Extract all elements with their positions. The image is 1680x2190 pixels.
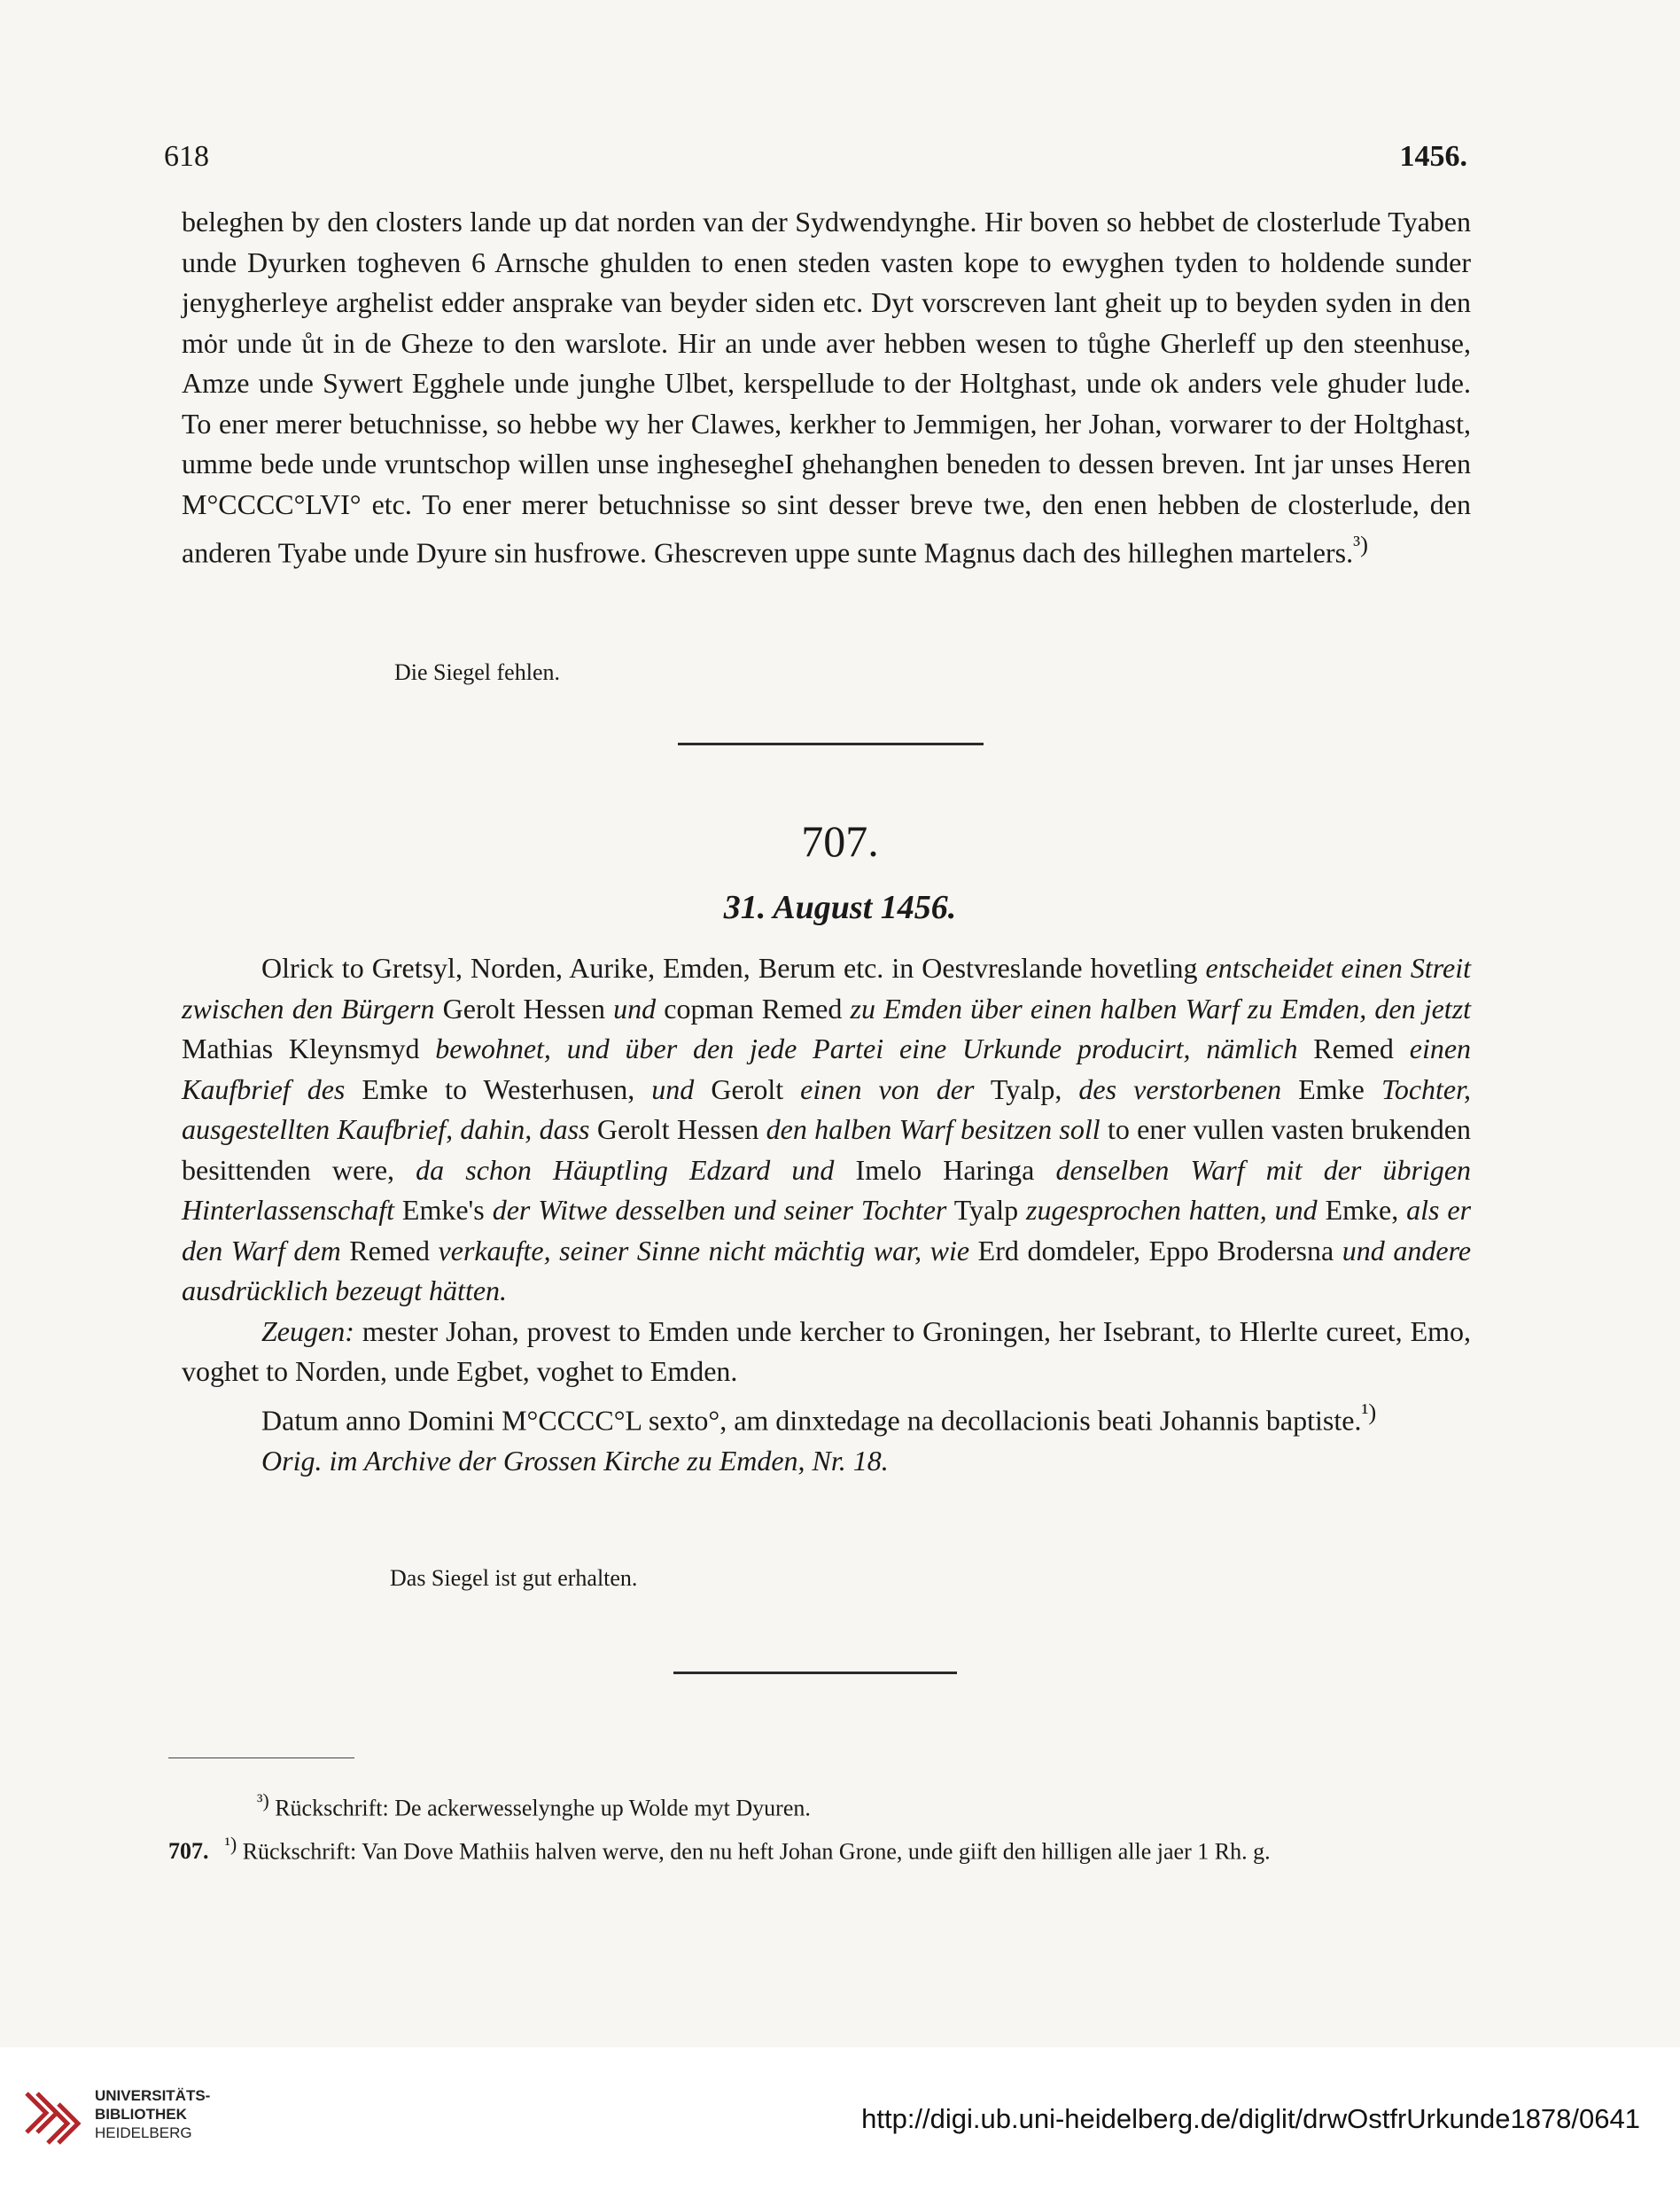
regest-segment: copman Remed [656,992,851,1025]
university-library-logo-icon [19,2085,82,2155]
regest-segment: bewohnet, und über den jede Partei eine Urkunde producirt, nämlich [435,1033,1298,1064]
regest-segment: Emke, [1317,1194,1407,1226]
origin-paragraph: Orig. im Archive der Grossen Kirche zu Emden, Nr. 18. [261,1444,889,1477]
regest-segment: den halben Warf besitzen soll [766,1113,1101,1145]
regest-segment: Emke [1281,1072,1381,1105]
seal-note-previous: Die Siegel fehlen. [394,659,560,685]
regest-segment: verkaufte, seiner Sinne nicht mächtig war, wie [438,1234,970,1266]
regest-segment: Gerolt [694,1072,801,1105]
document-number: 707. [801,816,879,866]
regest-segment: und andere ausdrücklich bezeugt hätten. [182,1234,1472,1306]
running-year: 1456. [1399,140,1467,173]
regest-segment: einen Kaufbrief des [182,1033,1472,1105]
footnote-707-1: 707. $^{^1)}$ Rückschrift: Van Dove Mathiis halven werve, den nu heft Johan Grone, unde giift den hilligen alle jaer 1 Rh. g. [168,1833,1271,1865]
regest-segment: entscheidet einen Streit zwischen den Bürgern [182,952,1472,1025]
previous-document-paragraph: beleghen by den closters lande up dat norden van der Sydwendynghe. Hir boven so hebbet de closterlude Tyaben unde Dyurken togheven 6 Arnsche ghulden to enen steden vasten kope to ewyghen tyden to holdende sunder jenygherleye arghelist edder ansprake van beyder siden etc. Dyt vorscreven lant gheit up to beyden syden in den mȯr unde ůt in de Gheze to den warslote. Hir an unde aver hebben wesen to tůghe Gherleff up den steenhuse, Amze unde Sywert Egghele unde junghe Ulbet, kerspellude to der Holtghast, unde ok anders vele ghuder lude. To ener merer betuchnisse, so hebbe wy her Clawes, kerkher to Jemmigen, her Johan, vorwarer to der Holtghast, umme bede unde vruntschop willen unse inghesegheI ghehanghen beneden to dessen breven. Int jar unses Heren M°CCCC°LVI° etc. To ener merer betuchnisse so sint desser breve twe, den enen hebben de closterlude, den anderen Tyabe unde Dyure sin husfrowe. Ghescreven uppe sunte Magnus dach des hilleghen martelers.$^{^3)}$ [182,206,1471,569]
regest-segment: Olrick to Gretsyl, Norden, Aurike, Emden, Berum etc. in Oestvreslande hovetling [261,952,1206,984]
regest-segment: Remed [340,1234,439,1266]
regest-segment: Tyalp [946,1194,1027,1226]
footnote-mark: ³) [1353,531,1368,557]
regest-segment: als er den Warf dem [182,1194,1472,1266]
regest-segment: Erd domdeler, Eppo Brodersna [969,1234,1342,1266]
regest-segment: Remed [1297,1033,1410,1064]
section-divider [678,743,984,745]
regest-segment: Imelo Haringa [834,1153,1056,1186]
regest-segment: Emke's [393,1194,493,1226]
regest-segment: einen von der [800,1072,975,1105]
footnote-3: $^{^3)}$ Rückschrift: De ackerwesselynghe up Wolde myt Dyuren. [257,1790,811,1821]
footer-bar [0,2047,1680,2190]
page-header [164,140,1467,179]
previous-document-text [182,202,1471,573]
regest-segment: Tochter, ausgestellten Kaufbrief, dahin, dass [182,1072,1472,1145]
regest-segment: des verstorbenen [1078,1072,1282,1105]
witnesses-paragraph [182,1312,1471,1392]
regest-segment: Mathias Kleynsmyd [182,1033,436,1064]
witnesses-text: mester Johan, provest to Emden unde kercher to Groningen, her Isebrant, to Hlerlte cureet, Emo, voghet to Norden, unde Egbet, voghet to Emden. [182,1314,1471,1387]
regest-segment: Gerolt Hessen [434,992,614,1025]
footnote-mark: ¹) [1361,1398,1377,1425]
regest-segment: Emke to Westerhusen, [345,1072,652,1105]
witnesses-label: Zeugen: [261,1314,354,1347]
section-divider [673,1672,957,1674]
datum-paragraph: Datum anno Domini M°CCCC°L sexto°, am dinxtedage na decollacionis beati Johannis baptiste.$^{^1)}$ [261,1398,1377,1437]
regest-segment: Gerolt Hessen [589,1113,766,1145]
regest-segment: da schon Häuptling Edzard und [416,1153,835,1186]
regest-paragraph [182,948,1471,1312]
page-number: 618 [164,140,209,173]
footnote-rule [168,1757,354,1758]
regest-segment: zu Emden über einen halben Warf zu Emden, den jetzt [850,992,1472,1025]
source-url-link[interactable]: http://digi.ub.uni-heidelberg.de/diglit/drwOstfrUrkunde1878/0641 [861,2103,1640,2134]
document-707-text [182,948,1471,1481]
footnotes [168,1783,1466,1869]
regest-segment: zugesprochen hatten, und [1026,1194,1318,1226]
regest-segment: Tyalp, [974,1072,1079,1105]
regest-segment: to ener vullen vasten brukenden besittenden were, [182,1113,1472,1186]
regest-segment: denselben Warf mit der übrigen Hinterlassenschaft [182,1153,1472,1226]
regest-segment: und [613,992,657,1025]
regest-segment: der Witwe desselben und seiner Tochter [492,1194,947,1226]
document-date: 31. August 1456. [723,889,957,926]
seal-note: Das Siegel ist gut erhalten. [390,1565,638,1591]
regest-segment: und [651,1072,695,1105]
library-name: UNIVERSITÄTS- BIBLIOTHEK HEIDELBERG [95,2087,211,2141]
